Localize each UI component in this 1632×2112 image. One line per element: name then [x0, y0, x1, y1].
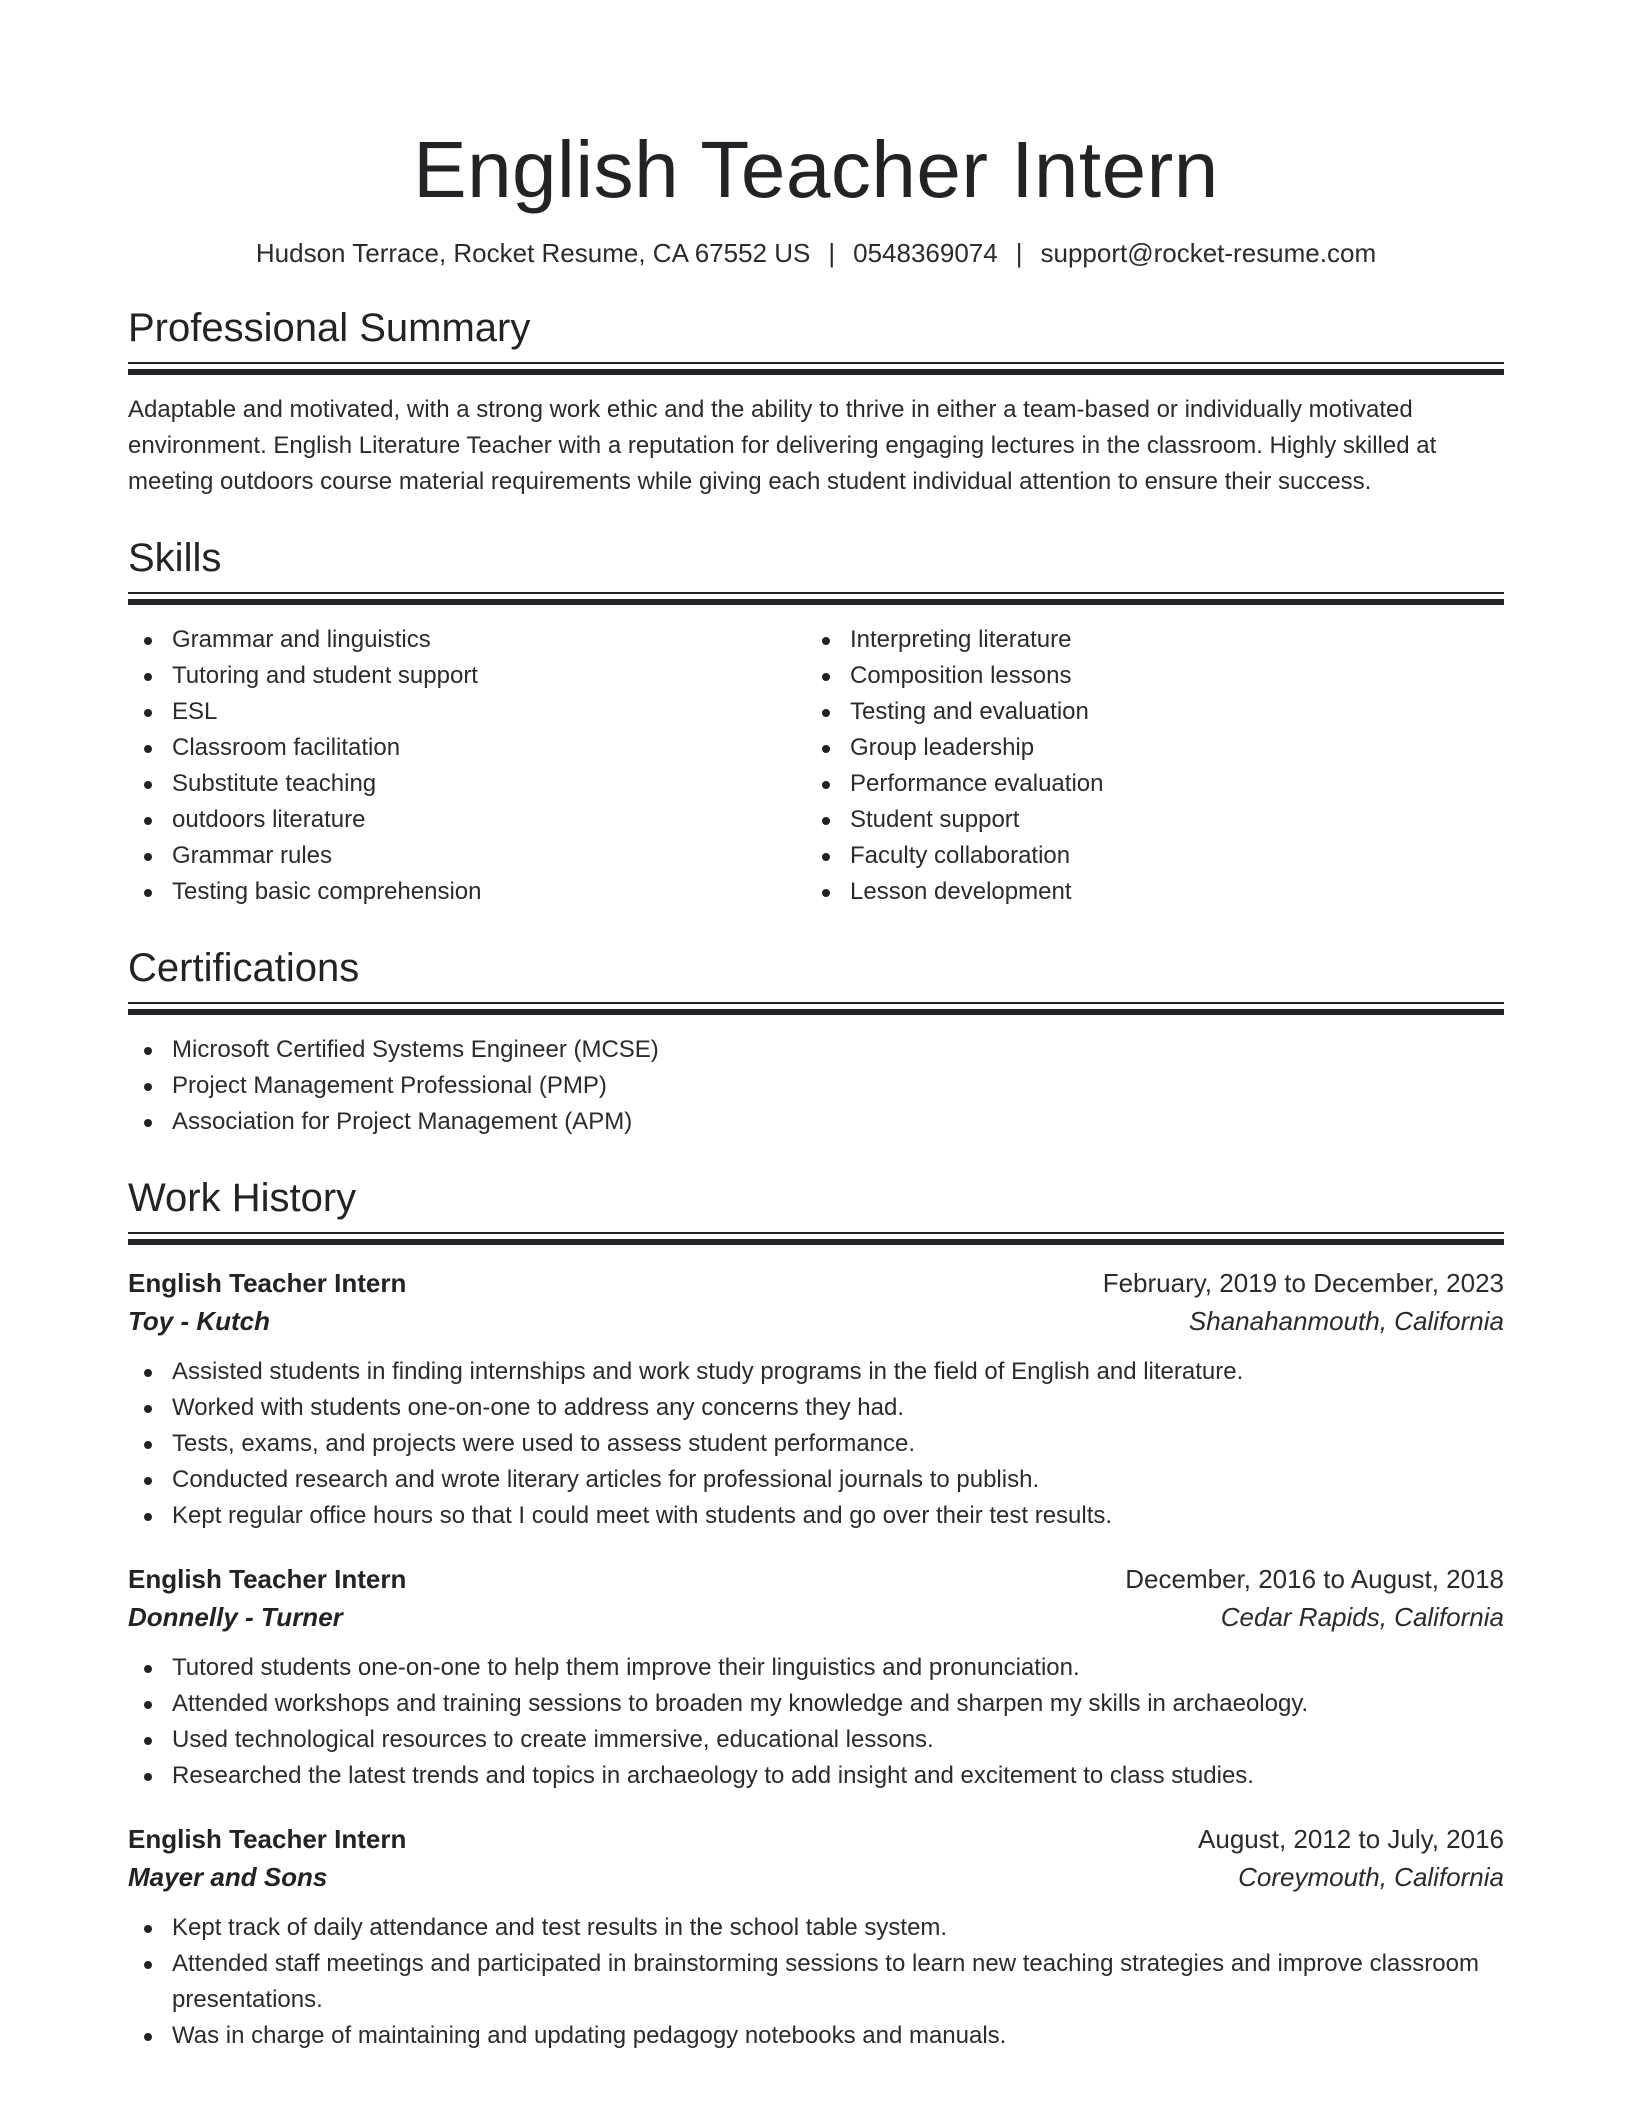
summary-section [128, 304, 1504, 500]
section-divider [128, 1002, 1504, 1016]
job-duty-item: Was in charge of maintaining and updating pedagogy notebooks and manuals. [128, 2018, 1504, 2054]
job-location: Shanahanmouth, California [1188, 1306, 1504, 1336]
job-duty-item: Conducted research and wrote literary articles for professional journals to publish. [128, 1462, 1504, 1498]
skill-item: Testing and evaluation [806, 694, 1484, 730]
skills-grid [128, 622, 1504, 910]
job-duty-item: Tests, exams, and projects were used to assess student performance. [128, 1426, 1504, 1462]
skill-item: Student support [806, 802, 1484, 838]
certification-item: Association for Project Management (APM) [128, 1104, 1504, 1140]
job-duty-item: Researched the latest trends and topics in archaeology to add insight and excitement to class studies. [128, 1758, 1504, 1794]
skills-list-left [128, 622, 806, 910]
section-title-skills: Skills [128, 536, 222, 580]
contact-separator: | [828, 238, 836, 268]
contact-phone: 0548369074 [853, 238, 998, 268]
resume-page [128, 0, 1504, 2054]
section-title-certifications: Certifications [128, 946, 360, 990]
skill-item: Grammar rules [128, 838, 806, 874]
job-entry [128, 1264, 1504, 1534]
job-entry [128, 1820, 1504, 2054]
skill-item: Lesson development [806, 874, 1484, 910]
skill-item: Testing basic comprehension [128, 874, 806, 910]
section-divider [128, 362, 1504, 376]
summary-text: Adaptable and motivated, with a strong work ethic and the ability to thrive in either a team-based or individually motivated environment. English Literature Teacher with a reputation for delivering engaging lectures in the classroom. Highly skilled at meeting outdoors course material requirements while giving each student individual attention to ensure their success. [128, 396, 1437, 495]
job-location: Cedar Rapids, California [1220, 1602, 1504, 1632]
contact-address: Hudson Terrace, Rocket Resume, CA 67552 US [255, 238, 811, 268]
skills-list-right [806, 622, 1484, 910]
job-duties-list [128, 1910, 1504, 2054]
skill-item: Interpreting literature [806, 622, 1484, 658]
skill-item: Tutoring and student support [128, 658, 806, 694]
skill-item: Grammar and linguistics [128, 622, 806, 658]
job-company: Donnelly - Turner [128, 1602, 343, 1632]
resume-name: English Teacher Intern [413, 125, 1219, 214]
job-location: Coreymouth, California [1238, 1862, 1504, 1892]
certification-item: Project Management Professional (PMP) [128, 1068, 1504, 1104]
job-dates: August, 2012 to July, 2016 [1198, 1824, 1504, 1854]
job-duties-list [128, 1354, 1504, 1534]
job-duty-item: Worked with students one-on-one to address any concerns they had. [128, 1390, 1504, 1426]
skill-item: Substitute teaching [128, 766, 806, 802]
job-dates: December, 2016 to August, 2018 [1125, 1564, 1504, 1594]
skill-item: Faculty collaboration [806, 838, 1484, 874]
section-divider [128, 1232, 1504, 1246]
job-title: English Teacher Intern [128, 1268, 407, 1298]
job-title: English Teacher Intern [128, 1564, 407, 1594]
job-header-row [128, 1560, 1504, 1598]
skill-item: Classroom facilitation [128, 730, 806, 766]
job-company: Toy - Kutch [128, 1306, 271, 1336]
certifications-section [128, 944, 1504, 1140]
skill-item: outdoors literature [128, 802, 806, 838]
contact-email: support@rocket-resume.com [1040, 238, 1377, 268]
job-duty-item: Attended workshops and training sessions to broaden my knowledge and sharpen my skills in archaeology. [128, 1686, 1504, 1722]
job-duty-item: Tutored students one-on-one to help them improve their linguistics and pronunciation. [128, 1650, 1504, 1686]
job-subheader-row [128, 1598, 1504, 1636]
job-header-row [128, 1264, 1504, 1302]
job-duty-item: Assisted students in finding internships and work study programs in the field of English and literature. [128, 1354, 1504, 1390]
job-header-row [128, 1820, 1504, 1858]
certifications-list [128, 1032, 1504, 1140]
job-duty-item: Kept track of daily attendance and test results in the school table system. [128, 1910, 1504, 1946]
skill-item: Performance evaluation [806, 766, 1484, 802]
job-subheader-row [128, 1302, 1504, 1340]
job-title: English Teacher Intern [128, 1824, 407, 1854]
job-duties-list [128, 1650, 1504, 1794]
job-subheader-row [128, 1858, 1504, 1896]
skills-section [128, 534, 1504, 910]
section-title-work-history: Work History [128, 1176, 357, 1220]
section-divider [128, 592, 1504, 606]
skill-item: Group leadership [806, 730, 1484, 766]
contact-line [128, 236, 1504, 270]
job-entry [128, 1560, 1504, 1794]
section-title-summary: Professional Summary [128, 306, 531, 350]
skill-item: ESL [128, 694, 806, 730]
work-history-section [128, 1174, 1504, 2054]
contact-separator: | [1015, 238, 1023, 268]
certification-item: Microsoft Certified Systems Engineer (MCSE) [128, 1032, 1504, 1068]
job-duty-item: Used technological resources to create immersive, educational lessons. [128, 1722, 1504, 1758]
job-company: Mayer and Sons [128, 1862, 328, 1892]
job-dates: February, 2019 to December, 2023 [1102, 1268, 1504, 1298]
job-duty-item: Kept regular office hours so that I could meet with students and go over their test results. [128, 1498, 1504, 1534]
skill-item: Composition lessons [806, 658, 1484, 694]
job-duty-item: Attended staff meetings and participated in brainstorming sessions to learn new teaching strategies and improve classroom presentations. [128, 1946, 1504, 2018]
